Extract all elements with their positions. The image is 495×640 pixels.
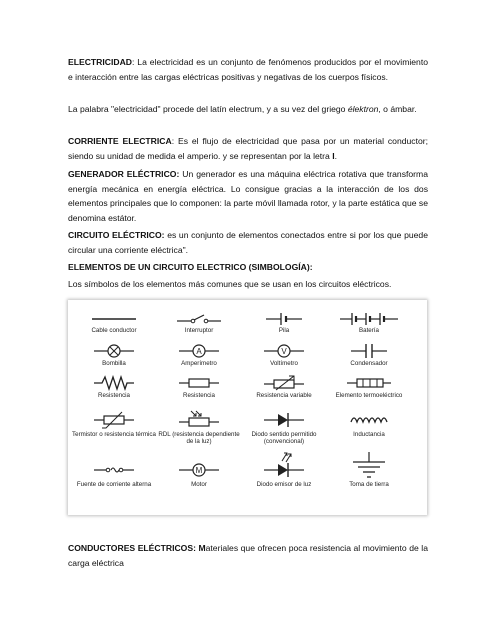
symbol-bombilla (70, 343, 158, 367)
symbol-termoelectrico (325, 375, 413, 399)
term-circuito: CIRCUITO ELÉCTRICO: (68, 230, 165, 240)
symbol-voltimetro (240, 343, 328, 367)
symbol-condensador (325, 343, 413, 367)
text-origen-italic: élektron (347, 104, 379, 114)
symbol-table (68, 300, 427, 515)
symbol-led (240, 450, 328, 488)
symbol-bateria (325, 312, 413, 334)
wire-icon (84, 312, 144, 326)
symbol-label: Voltímetro (270, 360, 298, 367)
symbol-label: Batería (359, 327, 379, 334)
paragraph-circuito (68, 228, 428, 257)
symbol-label: Termistor o resistencia térmica (72, 431, 156, 438)
svg-text:A: A (196, 347, 202, 356)
symbol-termistor (70, 410, 158, 438)
voltmeter-icon (254, 343, 314, 359)
symbol-cable (70, 312, 158, 334)
term-corriente: CORRIENTE ELECTRICA (68, 136, 172, 146)
text-origen-pre: La palabra "electricidad" procede del latín electrum, y a su vez del griego (68, 104, 348, 114)
ldr-icon (169, 410, 229, 430)
text-origen-post: , o ámbar. (378, 104, 417, 114)
resistor-box-icon (169, 375, 229, 391)
ground-icon (339, 450, 399, 480)
symbol-label: Toma de tierra (349, 481, 389, 488)
svg-text:V: V (281, 347, 287, 356)
ac-source-icon (84, 460, 144, 480)
paragraph-corriente (68, 134, 428, 163)
variable-resistor-icon (254, 375, 314, 391)
diode-icon (254, 410, 314, 430)
symbol-label: Condensador (350, 360, 388, 367)
text-corriente-end: . (334, 150, 337, 161)
cell-icon (254, 312, 314, 326)
term-electricidad: ELECTRICIDAD (68, 57, 132, 67)
term-generador: GENERADOR ELÉCTRICO: (68, 169, 180, 179)
symbol-inductancia (325, 410, 413, 438)
paragraph-conductores (68, 541, 428, 570)
symbol-label: Bombilla (102, 360, 126, 367)
symbol-label: RDL (resistencia dependiente de la luz) (158, 431, 240, 445)
resistor-zigzag-icon (84, 375, 144, 391)
symbol-amperimetro (155, 343, 243, 367)
term-conductores: CONDUCTORES ELÉCTRICOS: M (68, 543, 206, 553)
thermoelectric-icon (339, 375, 399, 391)
ammeter-icon (169, 343, 229, 359)
paragraph-electricidad (68, 55, 428, 84)
symbol-label: Diodo emisor de luz (256, 481, 312, 488)
symbol-label: Resistencia variable (256, 392, 312, 399)
letter-corriente: I (332, 150, 335, 161)
symbol-label: Motor (191, 481, 207, 488)
text-conductores: ateriales que ofrecen poca resistencia al movimiento de la carga eléctrica (68, 543, 428, 568)
led-icon (254, 450, 314, 480)
motor-icon (169, 460, 229, 480)
symbol-label: Fuente de corriente alterna (76, 481, 152, 488)
symbol-label: Resistencia (183, 392, 215, 399)
symbol-label: Cable conductor (91, 327, 137, 334)
symbol-interruptor (155, 312, 243, 334)
symbol-resistencia-zigzag (70, 375, 158, 399)
symbol-resistencia-variable (240, 375, 328, 399)
thermistor-icon (84, 410, 144, 430)
symbol-label: Amperímetro (181, 360, 217, 367)
heading-elementos-text: ELEMENTOS DE UN CIRCUITO ELECTRICO (SIMBOLOGÍA): (68, 262, 313, 272)
symbol-tierra (325, 450, 413, 488)
symbol-label: Pila (278, 327, 290, 334)
text-corriente: : Es el flujo de electricidad que pasa por un material conductor; siendo su unidad de medida el amperio. y se representan por la letra (68, 136, 428, 161)
capacitor-icon (339, 343, 399, 359)
battery-icon (334, 312, 404, 326)
text-electricidad: : La electricidad es un conjunto de fenómenos producidos por el movimiento e interacción entre las cargas eléctricas positivas y negativas de los cuerpos físicos. (68, 57, 428, 82)
symbol-resistencia-caja (155, 375, 243, 399)
inductor-icon (339, 410, 399, 430)
paragraph-origen (68, 102, 428, 117)
symbol-label: Inductancia (353, 431, 385, 438)
svg-text:M: M (195, 466, 203, 475)
symbol-diodo (240, 410, 328, 445)
symbol-fuente-alterna (70, 460, 158, 488)
symbol-label: Diodo sentido permitido (convencional) (251, 431, 317, 445)
symbol-label: Interruptor (184, 327, 214, 334)
symbol-pila (240, 312, 328, 334)
paragraph-simbolos-intro: Los símbolos de los elementos más comunes que se usan en los circuitos eléctricos. (68, 279, 392, 289)
heading-elementos (68, 260, 428, 275)
symbol-label: Resistencia (98, 392, 130, 399)
symbol-motor (155, 460, 243, 488)
symbol-rdl (155, 410, 243, 445)
text-generador: Un generador es una máquina eléctrica rotativa que transforma energía mecánica en energía eléctrica. Lo consigue gracias a la interacción de los dos elementos principales que lo componen: la parte móvil llamada rotor, y la parte estática que se denomina estátor. (68, 169, 428, 223)
lamp-icon (84, 343, 144, 359)
switch-icon (169, 312, 229, 326)
text-circuito: es un conjunto de elementos conectados entre si por los que puede circular una corriente eléctrica". (68, 230, 428, 255)
symbol-label: Elemento termoeléctrico (335, 392, 403, 399)
paragraph-generador (68, 167, 428, 225)
